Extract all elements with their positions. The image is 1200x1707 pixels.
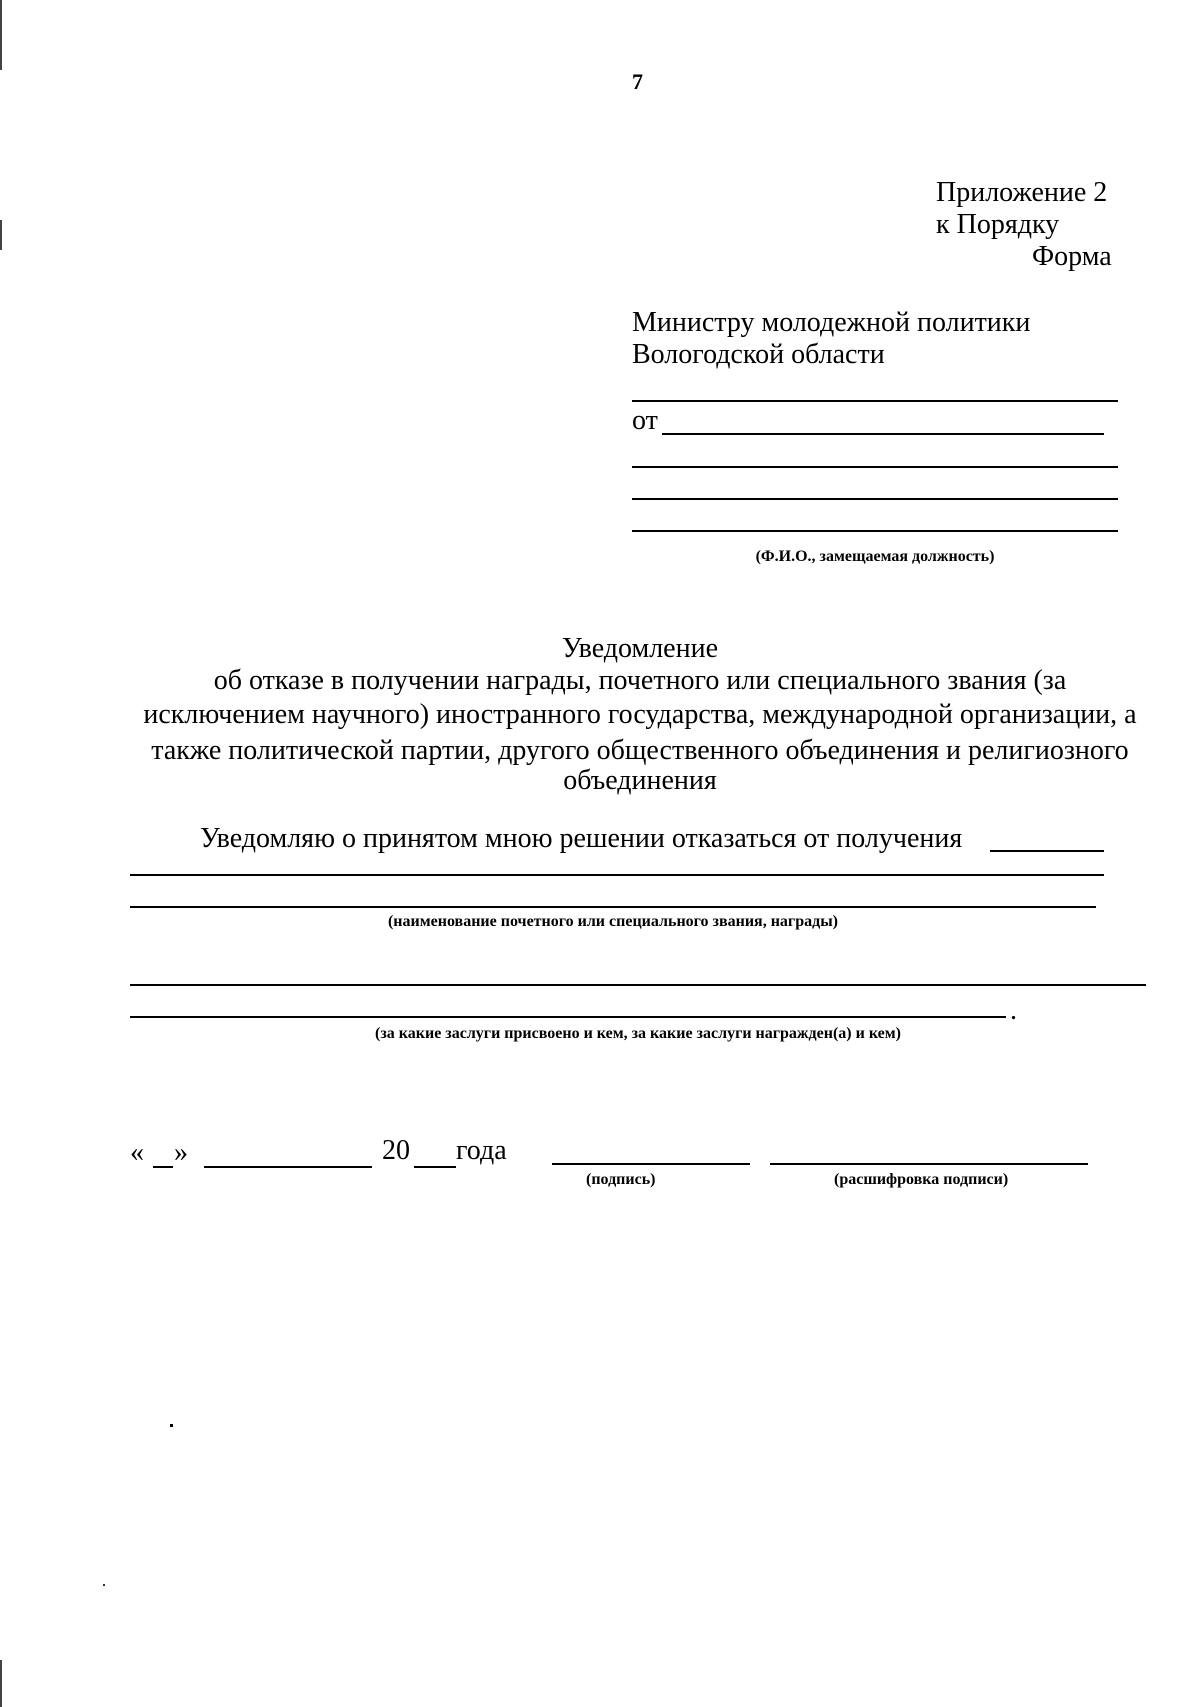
decoding-caption: (расшифровка подписи) bbox=[834, 1171, 1009, 1188]
date-quote-open: « bbox=[130, 1137, 144, 1168]
page-number: 7 bbox=[632, 69, 643, 94]
statement-blank-line bbox=[990, 850, 1104, 852]
decoding-blank-line bbox=[770, 1163, 1088, 1165]
scan-speck bbox=[170, 1424, 173, 1427]
scan-edge-mark bbox=[0, 220, 2, 250]
day-blank-line bbox=[153, 1166, 173, 1168]
merits-period: . bbox=[1010, 995, 1017, 1026]
scan-edge-mark bbox=[0, 0, 2, 70]
date-quote-close: » bbox=[174, 1137, 188, 1168]
signature-caption: (подпись) bbox=[586, 1171, 656, 1188]
appendix-line-2: к Порядку bbox=[936, 209, 1060, 240]
document-title-line-4: объединения bbox=[563, 765, 717, 796]
year-suffix: года bbox=[456, 1135, 507, 1166]
merits-blank-line bbox=[130, 984, 1146, 986]
merits-blank-line bbox=[130, 1016, 1006, 1018]
merits-caption: (за какие заслуги присвоено и кем, за какие заслуги награжден(а) и кем) bbox=[375, 1025, 901, 1042]
year-blank-line bbox=[414, 1166, 456, 1168]
month-blank-line bbox=[204, 1166, 372, 1168]
addressee-blank-line bbox=[632, 466, 1118, 468]
document-title-line-2: исключением научного) иностранного государства, международной организации, а bbox=[143, 699, 1137, 730]
document-title-line-3: также политической партии, другого общественного объединения и религиозного bbox=[151, 735, 1129, 766]
statement-text: Уведомляю о принятом мною решении отказаться от получения bbox=[200, 823, 963, 854]
addressee-line-2: Вологодской области bbox=[632, 339, 885, 370]
award-caption: (наименование почетного или специального звания, награды) bbox=[387, 913, 839, 930]
scan-speck bbox=[103, 1584, 105, 1586]
award-blank-line bbox=[130, 906, 1096, 908]
appendix-line-1: Приложение 2 bbox=[936, 177, 1108, 208]
scan-edge-mark bbox=[0, 1660, 2, 1707]
addressee-blank-line bbox=[632, 400, 1118, 402]
year-prefix: 20 bbox=[382, 1135, 410, 1166]
from-blank-line bbox=[662, 433, 1104, 435]
addressee-blank-line bbox=[632, 530, 1118, 532]
document-title-line-1: об отказе в получении награды, почетного или специального звания (за bbox=[213, 665, 1067, 696]
document-heading: Уведомление bbox=[561, 633, 718, 664]
award-blank-line bbox=[130, 874, 1104, 876]
signature-blank-line bbox=[552, 1163, 750, 1165]
from-label: от bbox=[632, 405, 658, 436]
form-label: Форма bbox=[1032, 241, 1112, 272]
addressee-line-1: Министру молодежной политики bbox=[632, 307, 1031, 338]
addressee-caption: (Ф.И.О., замещаемая должность) bbox=[755, 548, 995, 565]
addressee-blank-line bbox=[632, 498, 1118, 500]
